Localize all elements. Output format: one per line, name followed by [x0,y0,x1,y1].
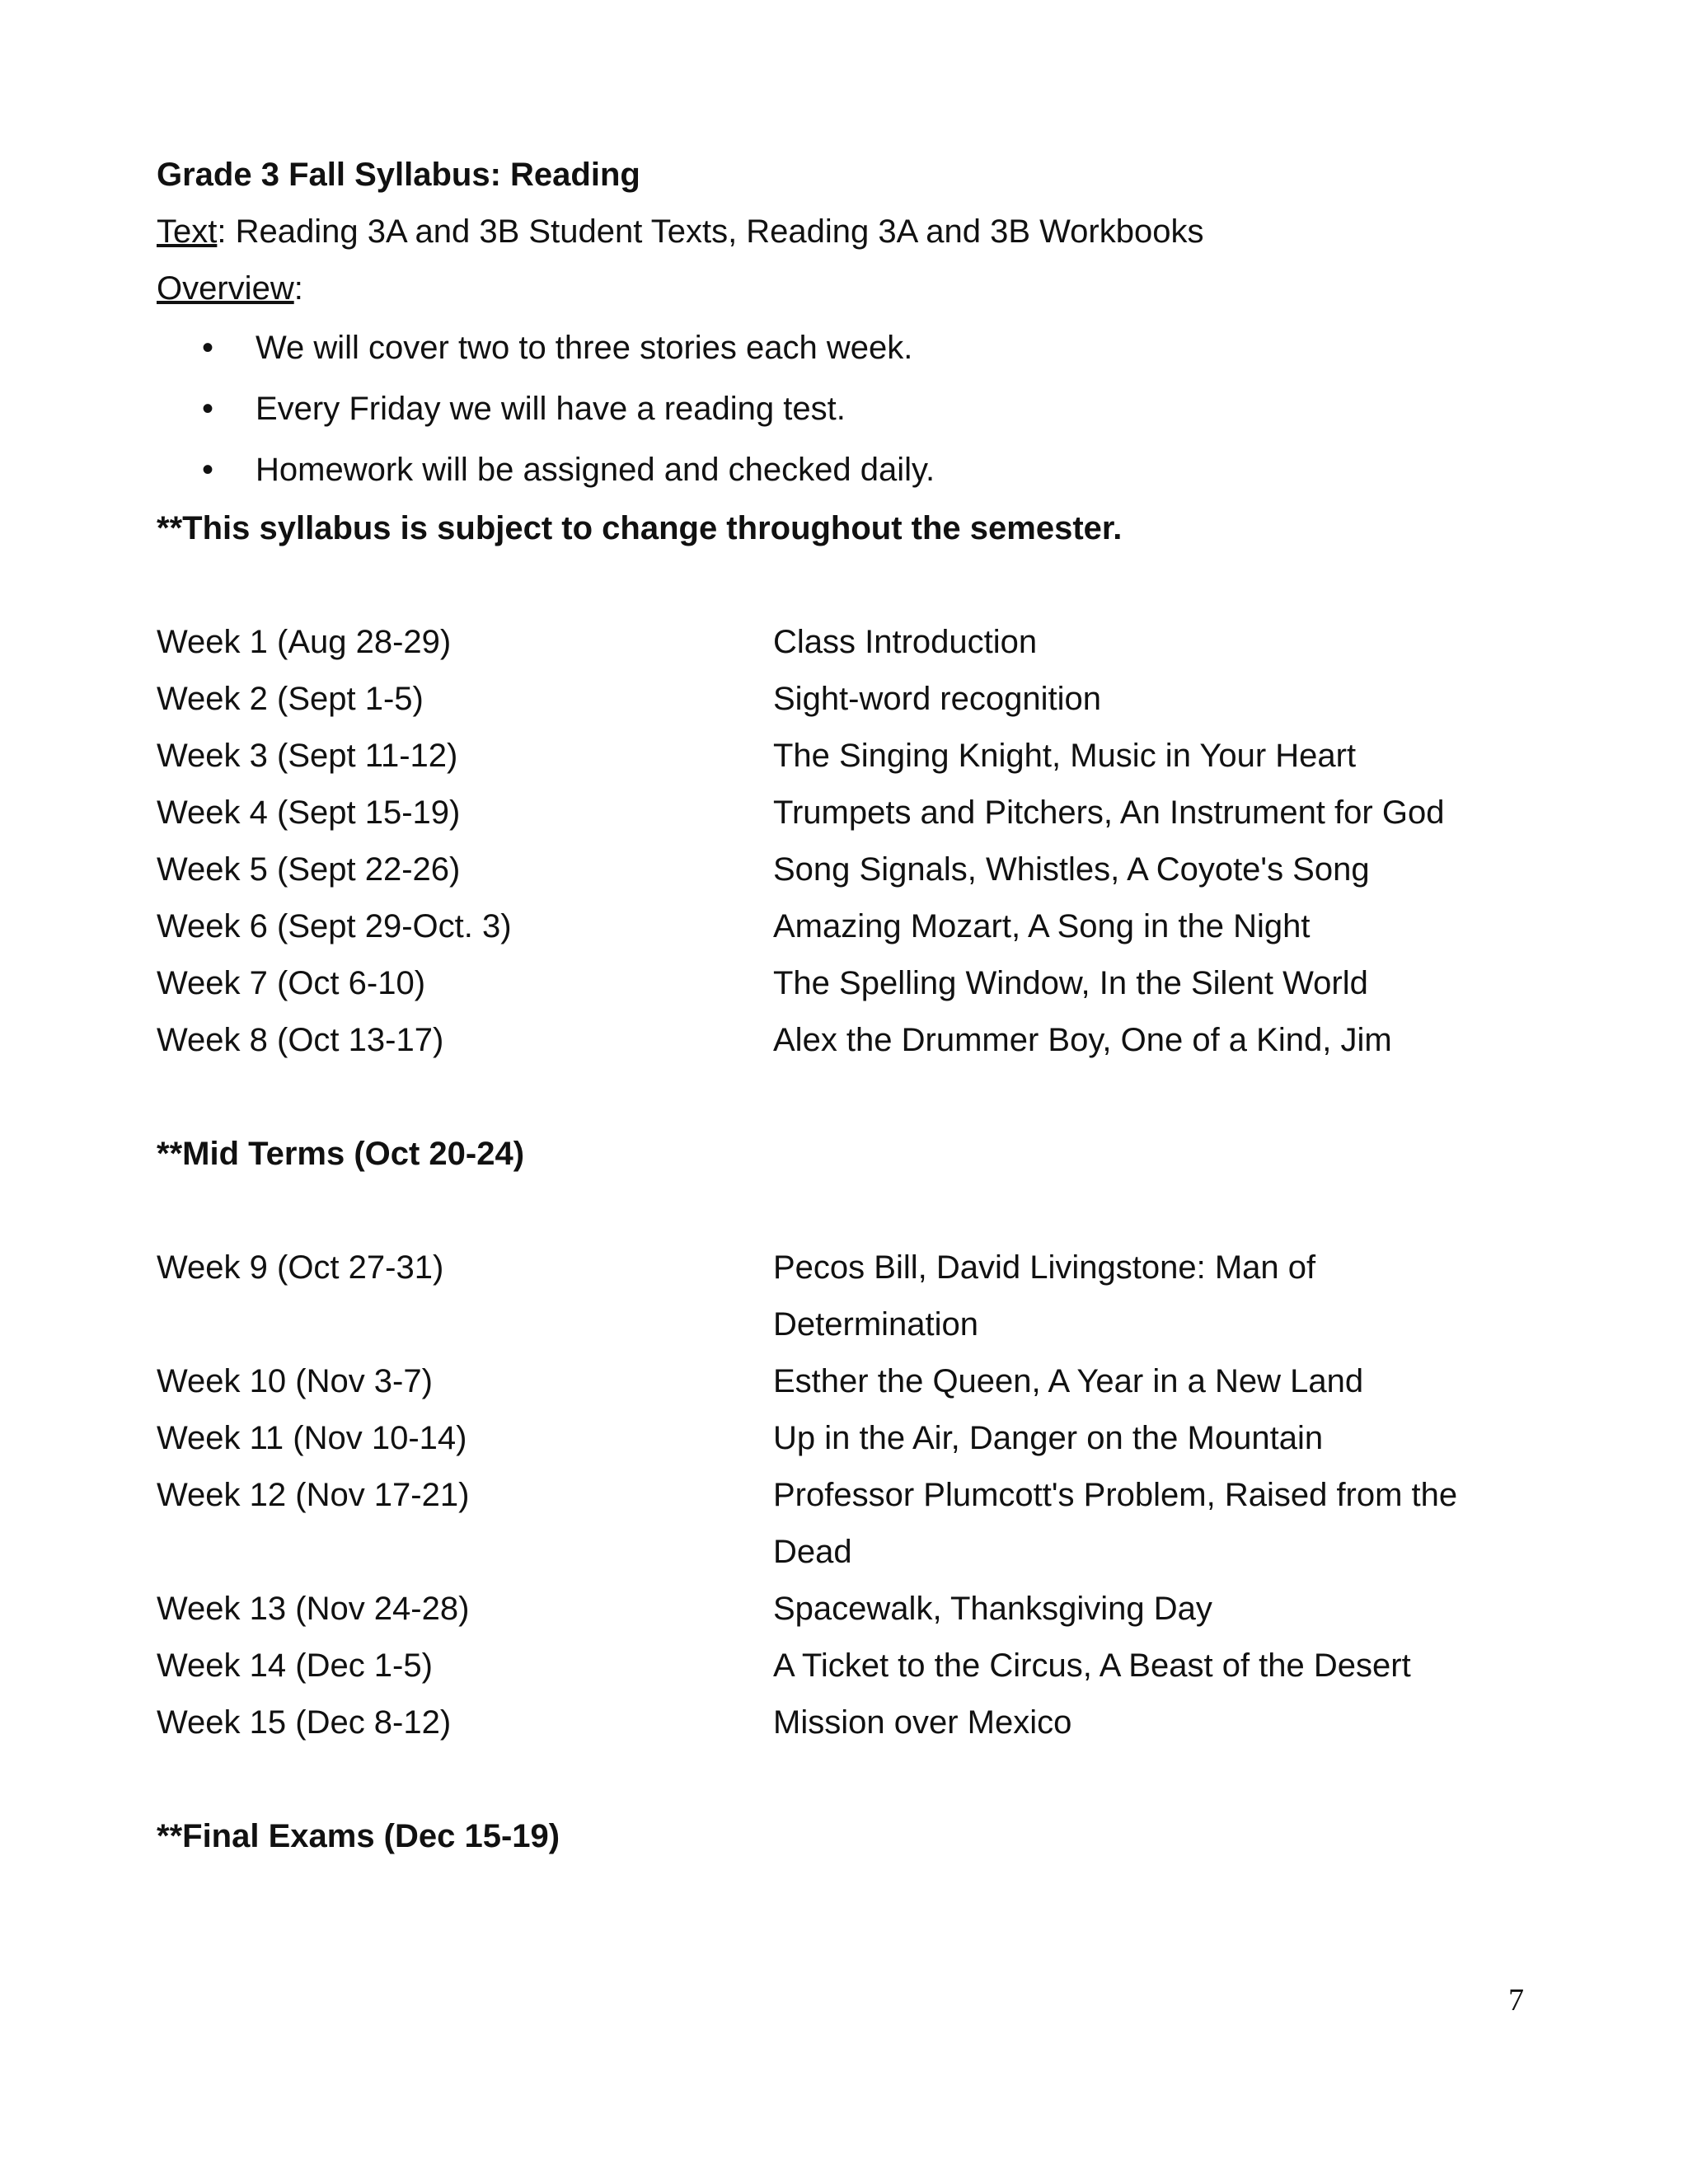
week-label: Week 14 (Dec 1-5) [157,1647,433,1684]
overview-item [157,439,1541,500]
week-label: Week 13 (Nov 24-28) [157,1591,470,1627]
spacer [157,1183,1541,1240]
week-label: Week 6 (Sept 29-Oct. 3) [157,908,512,944]
week-topic: Song Signals, Whistles, A Coyote's Song [773,851,1370,888]
week-topic: The Spelling Window, In the Silent World [773,965,1368,1001]
spacer [157,1069,1541,1126]
spacer [157,557,1541,614]
week-label: Week 11 (Nov 10-14) [157,1420,467,1456]
week-label: Week 5 (Sept 22-26) [157,851,461,888]
week-label: Week 8 (Oct 13-17) [157,1022,444,1058]
week-topic: Class Introduction [773,624,1038,660]
schedule-row [157,671,1541,728]
bullet-icon: • [202,391,214,427]
week-label: Week 12 (Nov 17-21) [157,1477,470,1513]
week-topic: Professor Plumcott's Problem, Raised from the Dead [773,1477,1458,1570]
text-line [157,204,1541,260]
midterms-heading: **Mid Terms (Oct 20-24) [157,1136,525,1172]
week-label: Week 3 (Sept 11-12) [157,738,458,774]
week-label: Week 15 (Dec 8-12) [157,1704,452,1741]
overview-item [157,378,1541,439]
week-topic: Up in the Air, Danger on the Mountain [773,1420,1324,1456]
schedule-row [157,728,1541,785]
schedule-row [157,1240,1541,1353]
week-label: Week 7 (Oct 6-10) [157,965,426,1001]
page-title: Grade 3 Fall Syllabus: Reading [157,157,640,193]
schedule-row [157,898,1541,955]
schedule-row [157,841,1541,898]
finals-heading: **Final Exams (Dec 15-19) [157,1818,560,1854]
schedule-row [157,1694,1541,1751]
week-topic: Pecos Bill, David Livingstone: Man of Determination [773,1249,1316,1343]
schedule-row [157,785,1541,841]
week-topic: Mission over Mexico [773,1704,1072,1741]
overview-suffix: : [293,270,303,307]
bullet-icon: • [202,330,214,366]
change-notice: **This syllabus is subject to change throughout the semester. [157,510,1123,546]
schedule-row [157,614,1541,671]
overview-item-text: Every Friday we will have a reading test. [256,391,846,427]
week-topic: Sight-word recognition [773,681,1101,717]
week-topic: Spacewalk, Thanksgiving Day [773,1591,1212,1627]
page-content [157,147,1541,1865]
schedule-row [157,1638,1541,1694]
week-label: Week 9 (Oct 27-31) [157,1249,444,1286]
week-label: Week 2 (Sept 1-5) [157,681,424,717]
overview-list [157,317,1541,500]
overview-line [157,260,1541,317]
schedule-row [157,1353,1541,1410]
overview-item-text: Homework will be assigned and checked daily. [256,452,935,488]
bullet-icon: • [202,452,214,488]
week-topic: Esther the Queen, A Year in a New Land [773,1363,1364,1399]
week-label: Week 4 (Sept 15-19) [157,794,461,831]
page-number: 7 [1508,1983,1524,2018]
week-label: Week 10 (Nov 3-7) [157,1363,433,1399]
week-topic: The Singing Knight, Music in Your Heart [773,738,1357,774]
overview-item-text: We will cover two to three stories each week. [256,330,913,366]
week-topic: Amazing Mozart, A Song in the Night [773,908,1311,944]
schedule-row [157,1012,1541,1069]
week-topic: Trumpets and Pitchers, An Instrument for God [773,794,1445,831]
week-label: Week 1 (Aug 28-29) [157,624,452,660]
schedule-row [157,1581,1541,1638]
spacer [157,1751,1541,1808]
overview-item [157,317,1541,378]
week-topic: A Ticket to the Circus, A Beast of the Desert [773,1647,1411,1684]
schedule-part-2 [157,1240,1541,1751]
week-topic: Alex the Drummer Boy, One of a Kind, Jim [773,1022,1392,1058]
text-label: Text [157,213,218,250]
schedule-row [157,1410,1541,1467]
schedule-row [157,955,1541,1012]
schedule-part-1 [157,614,1541,1069]
text-value: : Reading 3A and 3B Student Texts, Reading 3A and 3B Workbooks [217,213,1204,250]
overview-label: Overview [157,270,294,307]
schedule-row [157,1467,1541,1581]
